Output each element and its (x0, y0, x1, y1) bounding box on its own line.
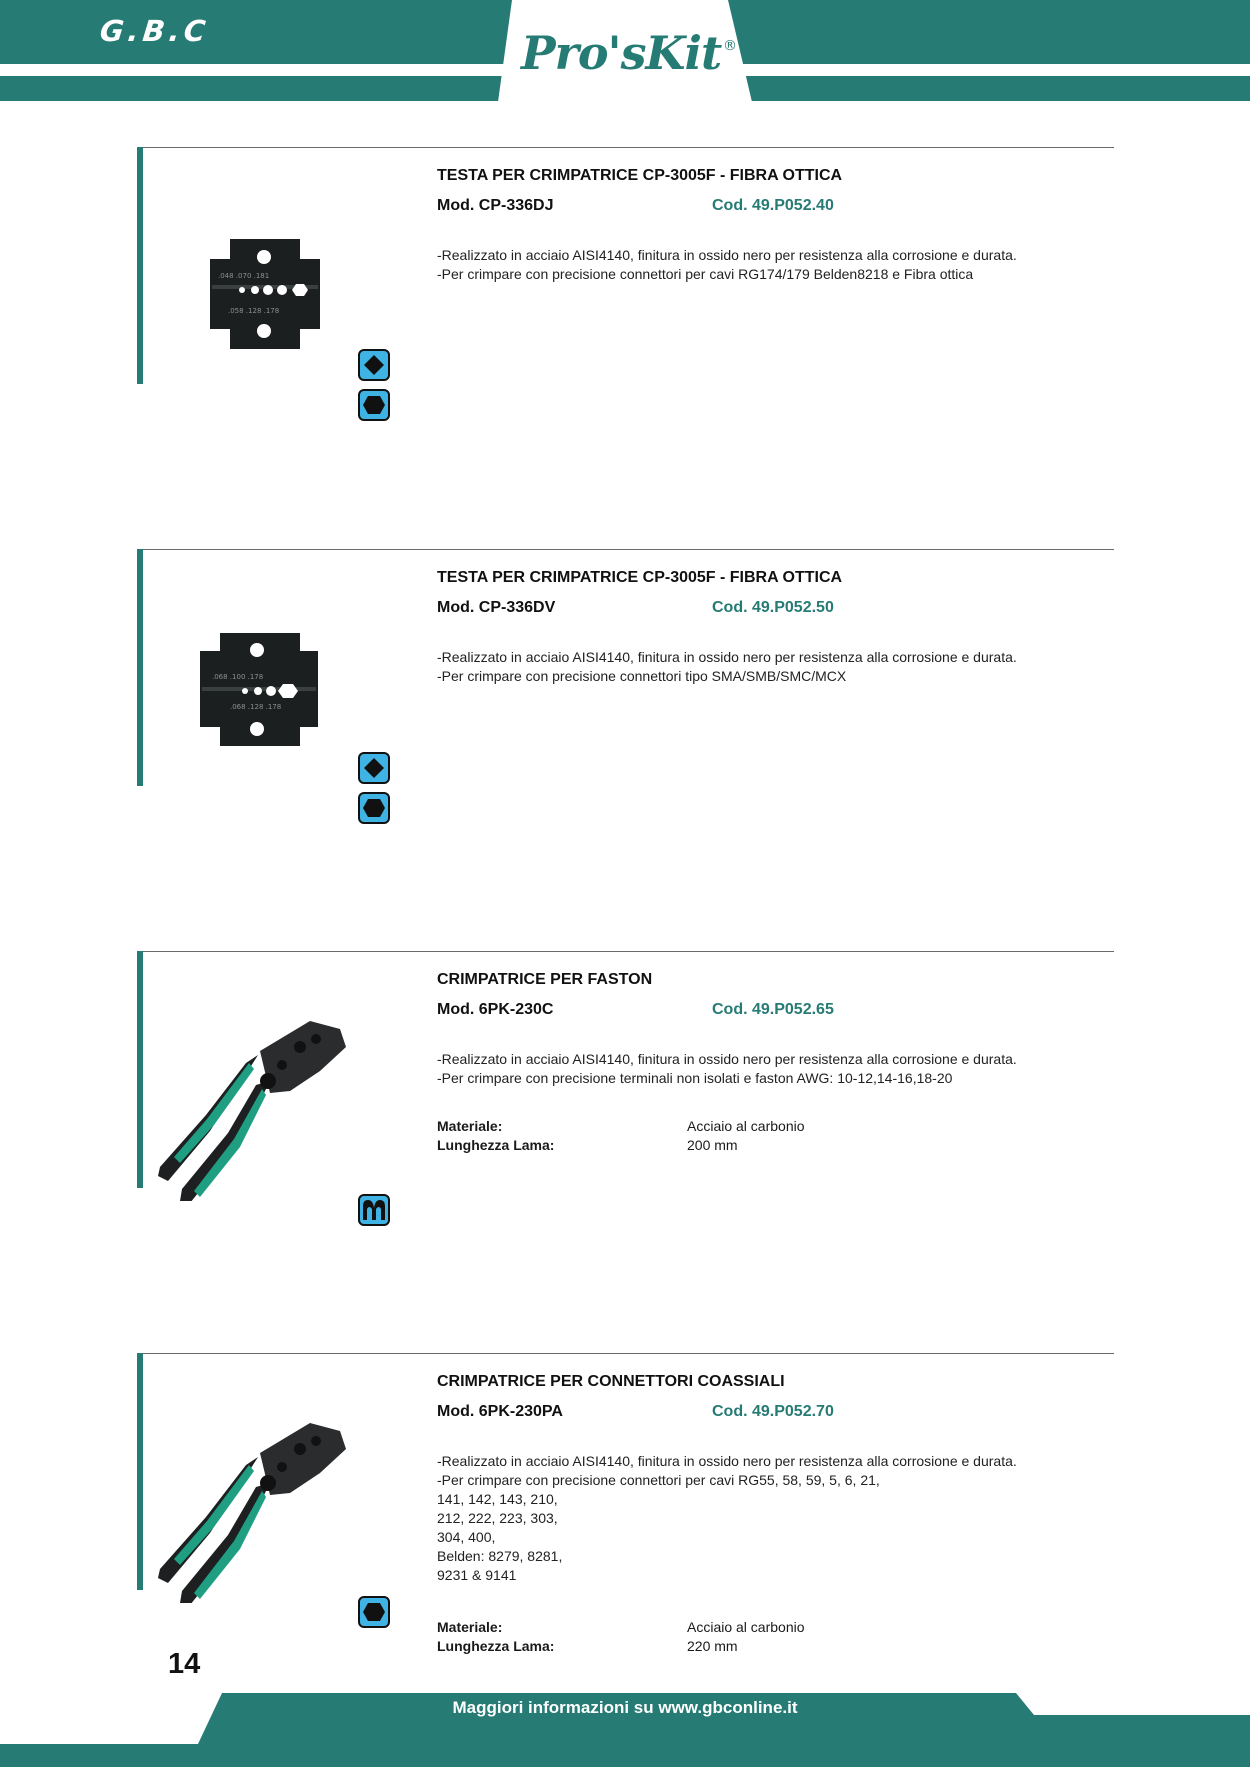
product-code: Cod. 49.P052.70 (712, 1403, 834, 1420)
crimper-tool-image (150, 981, 370, 1201)
description-line: 141, 142, 143, 210, (437, 1491, 558, 1507)
description-line: 212, 222, 223, 303, (437, 1510, 558, 1526)
section-accent-bar (137, 147, 143, 384)
description-line: -Realizzato in acciaio AISI4140, finitura in ossido nero per resistenza alla corrosione e durata. (437, 1051, 1017, 1067)
hex-crimp-icon (358, 1596, 390, 1628)
description-line: Belden: 8279, 8281, (437, 1548, 563, 1564)
product-title: CRIMPATRICE PER CONNETTORI COASSIALI (437, 1373, 785, 1390)
section-accent-bar (137, 1353, 143, 1590)
proskit-logo: Pro'sKit (521, 26, 722, 80)
section-divider (143, 147, 1114, 148)
description-line: -Per crimpare con precisione connettori per cavi RG55, 58, 59, 5, 6, 21, (437, 1472, 880, 1488)
spec-value: Acciaio al carbonio (687, 1118, 805, 1134)
model-number: Mod. CP-336DJ (437, 197, 554, 214)
section-accent-bar (137, 951, 143, 1188)
spec-row (437, 1637, 937, 1656)
svg-text:.058 .128 .178: .058 .128 .178 (228, 307, 280, 315)
double-arch-crimp-icon (358, 1194, 390, 1226)
registered-mark: ® (723, 38, 737, 54)
model-number: Mod. 6PK-230PA (437, 1403, 563, 1420)
spec-table (437, 1117, 937, 1155)
product-title: TESTA PER CRIMPATRICE CP-3005F - FIBRA OTTICA (437, 569, 843, 586)
crimper-tool-image (150, 1383, 370, 1603)
product-title: CRIMPATRICE PER FASTON (437, 971, 653, 988)
model-number: Mod. 6PK-230C (437, 1001, 554, 1018)
spec-value: 220 mm (687, 1638, 738, 1654)
crimp-die-image (150, 167, 370, 387)
svg-text:.068 .100 .178: .068 .100 .178 (212, 673, 264, 681)
spec-label: Lunghezza Lama: (437, 1137, 555, 1153)
product-code: Cod. 49.P052.65 (712, 1001, 834, 1018)
description-line: 9231 & 9141 (437, 1567, 517, 1583)
spec-row (437, 1618, 937, 1637)
description-line: -Per crimpare con precisione terminali non isolati e faston AWG: 10-12,14-16,18-20 (437, 1070, 953, 1086)
spec-label: Lunghezza Lama: (437, 1638, 555, 1654)
spec-label: Materiale: (437, 1118, 503, 1134)
spec-value: Acciaio al carbonio (687, 1619, 805, 1635)
description-line: -Realizzato in acciaio AISI4140, finitura in ossido nero per resistenza alla corrosione e durata. (437, 247, 1017, 263)
spec-label: Materiale: (437, 1619, 503, 1635)
description-line: 304, 400, (437, 1529, 496, 1545)
product-description (437, 246, 1017, 284)
svg-text:.048 .070 .181: .048 .070 .181 (218, 272, 270, 280)
section-divider (143, 549, 1114, 550)
section-divider (143, 951, 1114, 952)
product-description (437, 1452, 1017, 1585)
hex-crimp-icon (358, 389, 390, 421)
description-line: -Per crimpare con precisione connettori per cavi RG174/179 Belden8218 e Fibra ottica (437, 266, 974, 282)
product-code: Cod. 49.P052.40 (712, 197, 834, 214)
spec-row (437, 1136, 937, 1155)
diamond-crimp-icon (358, 349, 390, 381)
description-line: -Realizzato in acciaio AISI4140, finitura in ossido nero per resistenza alla corrosione e durata. (437, 1453, 1017, 1469)
description-line: -Realizzato in acciaio AISI4140, finitura in ossido nero per resistenza alla corrosione e durata. (437, 649, 1017, 665)
spec-value: 200 mm (687, 1137, 738, 1153)
product-description (437, 1050, 1017, 1088)
footer-website-link[interactable]: Maggiori informazioni su www.gbconline.it (452, 1698, 798, 1717)
page-number: 14 (168, 1648, 201, 1680)
section-accent-bar (137, 549, 143, 786)
spec-row (437, 1117, 937, 1136)
model-number: Mod. CP-336DV (437, 599, 556, 616)
product-title: TESTA PER CRIMPATRICE CP-3005F - FIBRA OTTICA (437, 167, 843, 184)
product-code: Cod. 49.P052.50 (712, 599, 834, 616)
section-divider (143, 1353, 1114, 1354)
gbc-logo: G.B.C (98, 14, 212, 48)
description-line: -Per crimpare con precisione connettori tipo SMA/SMB/SMC/MCX (437, 668, 847, 684)
crimp-die-image (150, 569, 370, 789)
product-description (437, 648, 1017, 686)
hex-crimp-icon (358, 792, 390, 824)
spec-table (437, 1618, 937, 1656)
diamond-crimp-icon (358, 752, 390, 784)
svg-text:.068 .128 .178: .068 .128 .178 (230, 703, 282, 711)
